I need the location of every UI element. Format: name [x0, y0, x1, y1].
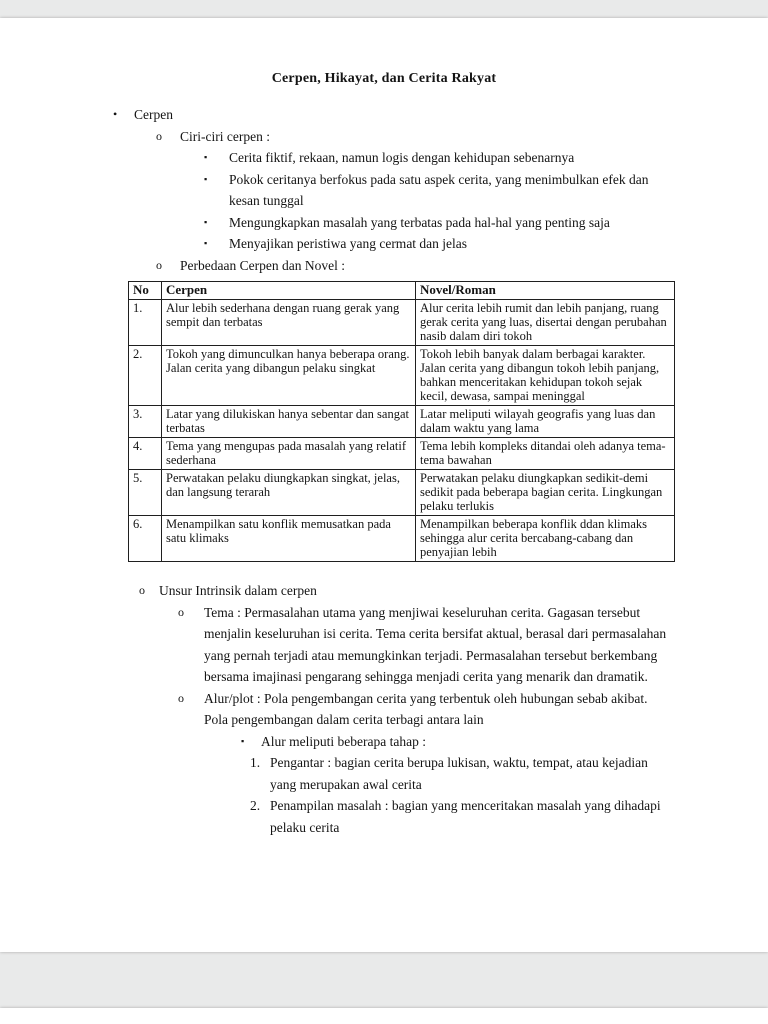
table-row — [129, 470, 675, 516]
viewer-top-margin — [0, 0, 768, 18]
heading-unsur: Unsur Intrinsik dalam cerpen — [159, 583, 317, 598]
table-header-cerpen: Cerpen — [162, 282, 416, 300]
table-cell-cerpen: Tema yang mengupas pada masalah yang relatif sederhana — [162, 438, 416, 470]
table-cell-novel: Latar meliputi wilayah geografis yang luas dan dalam waktu yang lama — [416, 406, 675, 438]
document-content — [0, 104, 768, 838]
list-item-perbedaan-heading — [156, 255, 668, 277]
list-item-tema — [178, 602, 668, 688]
comparison-table — [128, 281, 675, 562]
ciri-item-text: Cerita fiktif, rekaan, namun logis dengan kehidupan sebenarnya — [229, 150, 575, 165]
list-item-ciri-2 — [204, 169, 668, 212]
tahap-item-text: Penampilan masalah : bagian yang menceritakan masalah yang dihadapi pelaku cerita — [270, 798, 661, 835]
item-number: 2. — [250, 798, 261, 813]
heading-tahap: Alur meliputi beberapa tahap : — [261, 733, 426, 749]
list-item-tahap-heading — [241, 731, 668, 753]
square-bullet-icon: ▪ — [204, 173, 208, 184]
table-row — [129, 438, 675, 470]
heading-perbedaan: Perbedaan Cerpen dan Novel : — [180, 257, 345, 273]
tema-paragraph: Tema : Permasalahan utama yang menjiwai keseluruhan cerita. Gagasan tersebut menjalin keseluruhan isi cerita. Tema cerita bersifat aktual, berasal dari permasalahan yang pernah terjadi atau memungkinkan terjadi. Permasalahan tersebut berkembang bersama imajinasi pengarang sehingga menjadi cerita yang menarik dan dramatik. — [204, 604, 667, 684]
ciri-item-text: Pokok ceritanya berfokus pada satu aspek cerita, yang menimbulkan efek dan kesan tunggal — [229, 171, 649, 208]
table-cell-cerpen: Latar yang dilukiskan hanya sebentar dan sangat terbatas — [162, 406, 416, 438]
circle-bullet-icon: o — [156, 128, 162, 143]
square-bullet-icon: ▪ — [204, 216, 208, 227]
table-header-row — [129, 282, 675, 300]
square-bullet-icon: ▪ — [204, 152, 208, 162]
table-cell-cerpen: Alur lebih sederhana dengan ruang gerak yang sempit dan terbatas — [162, 300, 416, 346]
list-item-ciri-heading — [156, 126, 668, 148]
heading-cerpen: Cerpen — [134, 107, 173, 122]
square-bullet-icon: ▪ — [241, 735, 245, 746]
circle-bullet-icon: o — [156, 257, 162, 272]
table-cell-cerpen: Menampilkan satu konflik memusatkan pada satu klimaks — [162, 516, 416, 562]
list-item-ciri-4 — [204, 233, 668, 255]
table-cell-no: 3. — [129, 406, 162, 438]
tahap-item-text: Pengantar : bagian cerita berupa lukisan, waktu, tempat, atau kejadian yang merupakan awal cerita — [270, 755, 648, 792]
bullet-icon: • — [113, 107, 118, 121]
table-cell-novel: Perwatakan pelaku diungkapkan sedikit-demi sedikit pada beberapa bagian cerita. Lingkungan pelaku terlukis — [416, 470, 675, 516]
square-bullet-icon: ▪ — [204, 238, 208, 248]
table-cell-no: 4. — [129, 438, 162, 470]
ciri-item-text: Mengungkapkan masalah yang terbatas pada hal-hal yang penting saja — [229, 214, 610, 230]
table-cell-no: 2. — [129, 346, 162, 406]
numbered-item-1 — [250, 752, 668, 795]
circle-bullet-icon: o — [178, 604, 184, 619]
circle-bullet-icon: o — [139, 583, 145, 597]
table-cell-novel: Alur cerita lebih rumit dan lebih panjang, ruang gerak cerita yang luas, disertai dengan perubahan nasib dalam diri tokoh — [416, 300, 675, 346]
list-item-ciri-3 — [204, 212, 668, 234]
table-cell-novel: Menampilkan beberapa konflik ddan klimaks sehingga alur cerita bercabang-cabang dan penyajian lebih — [416, 516, 675, 562]
numbered-item-2 — [250, 795, 668, 838]
table-row — [129, 516, 675, 562]
table-cell-cerpen: Tokoh yang dimunculkan hanya beberapa orang. Jalan cerita yang dibangun pelaku singkat — [162, 346, 416, 406]
table-row — [129, 406, 675, 438]
table-cell-no: 5. — [129, 470, 162, 516]
ciri-item-text: Menyajikan peristiwa yang cermat dan jelas — [229, 236, 468, 251]
document-page — [0, 18, 768, 952]
table-cell-no: 1. — [129, 300, 162, 346]
list-item-ciri-1 — [204, 147, 668, 169]
table-cell-novel: Tema lebih kompleks ditandai oleh adanya tema-tema bawahan — [416, 438, 675, 470]
table-cell-novel: Tokoh lebih banyak dalam berbagai karakter. Jalan cerita yang dibangun tokoh lebih panjang, bahkan menceritakan kehidupan tokoh sejak kecil, dewasa, sampai meninggal — [416, 346, 675, 406]
page-gap — [0, 952, 768, 1008]
heading-ciri: Ciri-ciri cerpen : — [180, 128, 270, 144]
table-header-no: No — [129, 282, 162, 300]
list-item-unsur-heading — [139, 580, 668, 602]
list-item-cerpen — [113, 104, 668, 126]
next-page-preview — [0, 1008, 768, 1024]
table-cell-no: 6. — [129, 516, 162, 562]
table-cell-cerpen: Perwatakan pelaku diungkapkan singkat, jelas, dan langsung terarah — [162, 470, 416, 516]
list-item-alur — [178, 688, 668, 731]
alur-paragraph: Alur/plot : Pola pengembangan cerita yang terbentuk oleh hubungan sebab akibat. Pola pengembangan dalam cerita terbagi antara lain — [204, 690, 648, 727]
table-row — [129, 300, 675, 346]
table-row — [129, 346, 675, 406]
table-header-novel: Novel/Roman — [416, 282, 675, 300]
circle-bullet-icon: o — [178, 690, 184, 705]
item-number: 1. — [250, 755, 261, 770]
document-title: Cerpen, Hikayat, dan Cerita Rakyat — [271, 71, 497, 86]
